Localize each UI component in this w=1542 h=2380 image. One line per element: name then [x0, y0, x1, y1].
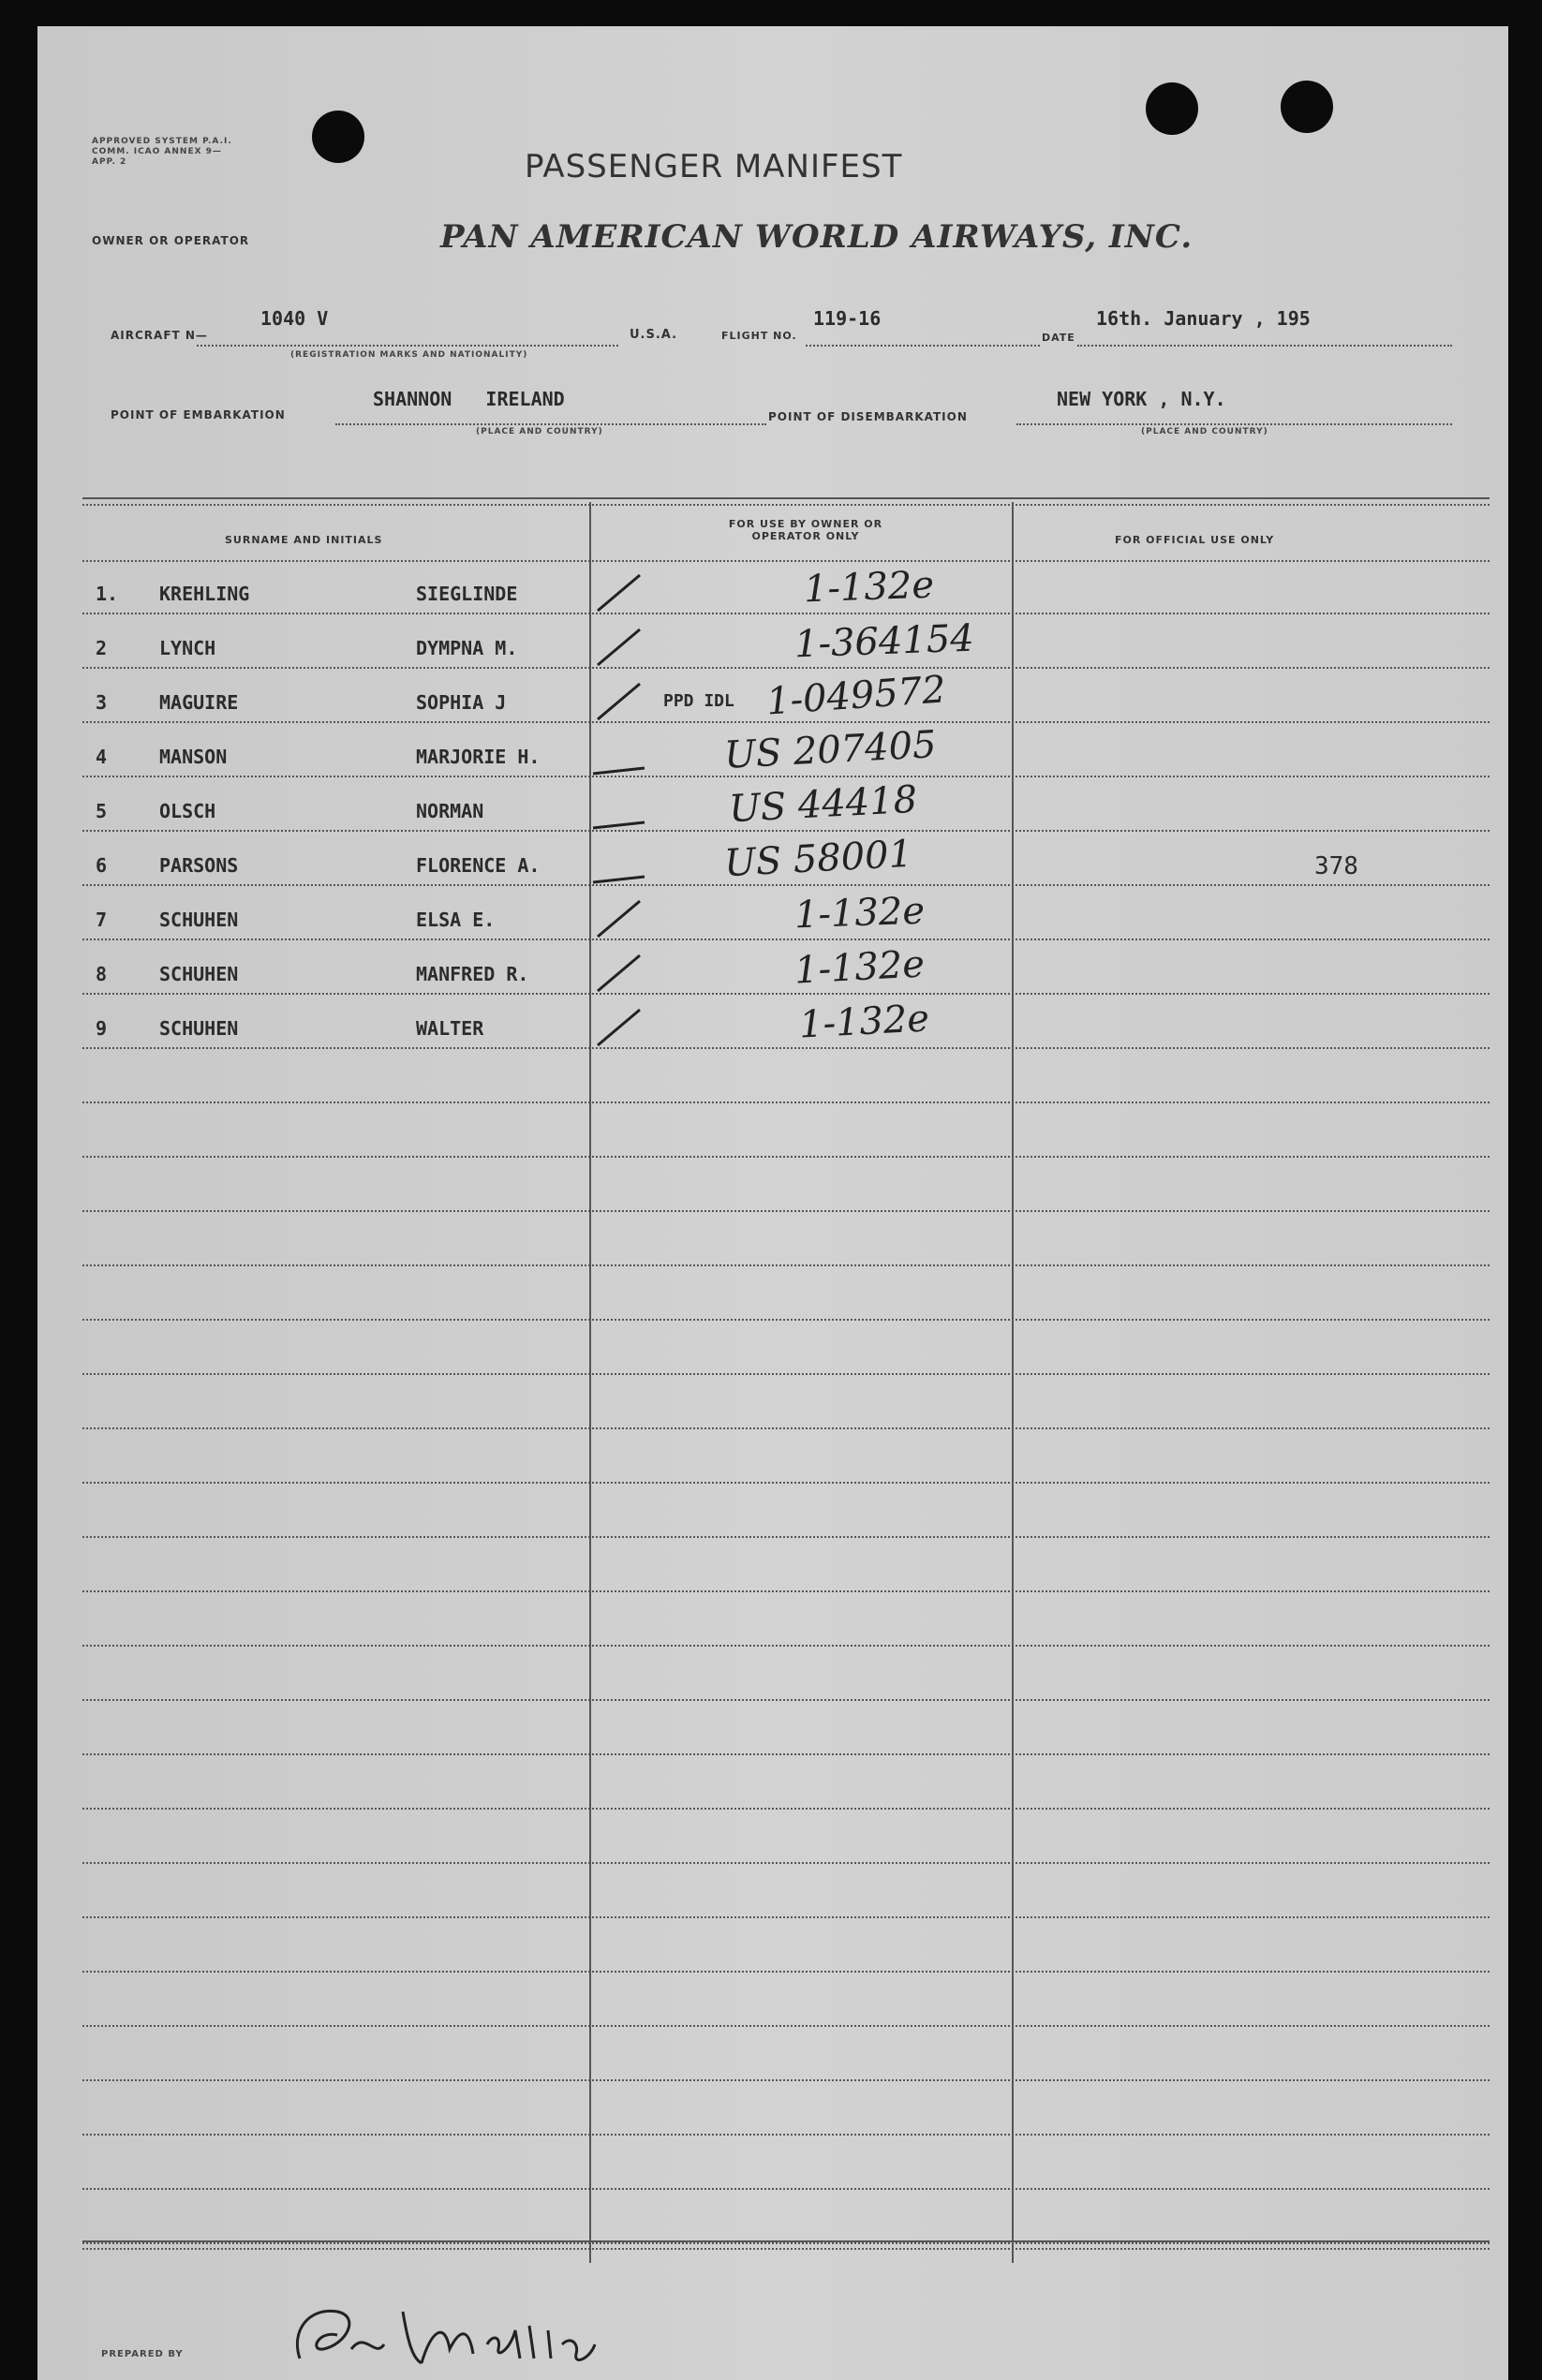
- manifest-sheet: [37, 26, 1508, 2380]
- passenger-given-names: MANFRED R.: [416, 963, 529, 985]
- row-number: 2: [96, 637, 108, 659]
- operator-reference: 1-364154: [793, 616, 975, 667]
- punch-hole: [1146, 82, 1198, 135]
- blank-row: [82, 1701, 1490, 1755]
- blank-row: [82, 1429, 1490, 1484]
- operator-reference: 1-132e: [793, 942, 927, 993]
- operator-reference: 1-132e: [793, 889, 926, 938]
- column-header-names: SURNAME AND INITIALS: [225, 534, 383, 546]
- flight-number: 119-16: [813, 307, 882, 330]
- blank-row: [82, 1375, 1490, 1429]
- form-title: PASSENGER MANIFEST: [525, 148, 903, 185]
- operator-name: PAN AMERICAN WORLD AIRWAYS, INC.: [440, 218, 1194, 256]
- check-mark-icon: [588, 678, 654, 725]
- prepared-by-label: PREPARED BY: [101, 2349, 184, 2359]
- blank-row: [82, 1103, 1490, 1158]
- check-mark-icon: [588, 895, 654, 942]
- preparer-signature: [281, 2293, 721, 2377]
- passenger-surname: MAGUIRE: [159, 691, 239, 714]
- passenger-surname: SCHUHEN: [159, 963, 239, 985]
- embarkation-label: POINT OF EMBARKATION: [111, 408, 286, 421]
- official-note: 378: [1314, 852, 1358, 880]
- blank-row: [82, 2136, 1490, 2190]
- row-number: 1.: [96, 583, 119, 605]
- aircraft-number: 1040 V: [260, 307, 329, 330]
- passenger-row: [82, 995, 1490, 1049]
- flight-date: 16th. January , 195: [1096, 307, 1311, 330]
- passenger-given-names: MARJORIE H.: [416, 746, 541, 768]
- blank-row: [82, 1973, 1490, 2027]
- passenger-given-names: ELSA E.: [416, 909, 496, 931]
- row-number: 6: [96, 854, 108, 877]
- punch-hole: [312, 111, 364, 163]
- passenger-given-names: WALTER: [416, 1017, 484, 1040]
- check-mark-icon: [588, 841, 654, 888]
- embarkation-place: SHANNON IRELAND: [373, 388, 565, 410]
- column-header-operator: FOR USE BY OWNER OR OPERATOR ONLY: [728, 518, 883, 542]
- blank-row: [82, 1266, 1490, 1321]
- passenger-given-names: NORMAN: [416, 800, 484, 822]
- passenger-surname: SCHUHEN: [159, 909, 239, 931]
- operator-reference: US 58001: [722, 832, 914, 886]
- row-number: 9: [96, 1017, 108, 1040]
- blank-row: [82, 1592, 1490, 1647]
- blank-row: [82, 1158, 1490, 1212]
- usa-label: U.S.A.: [630, 328, 678, 342]
- blank-row: [82, 1212, 1490, 1266]
- passenger-row: [82, 723, 1490, 777]
- check-mark-icon: [588, 950, 654, 997]
- passenger-surname: KREHLING: [159, 583, 250, 605]
- blank-row: [82, 1647, 1490, 1701]
- passenger-surname: MANSON: [159, 746, 228, 768]
- passenger-given-names: FLORENCE A.: [416, 854, 541, 877]
- row-number: 4: [96, 746, 108, 768]
- operator-reference: US 207405: [722, 723, 938, 777]
- check-mark-icon: [588, 624, 654, 671]
- check-mark-icon: [588, 732, 654, 779]
- check-mark-icon: [588, 1004, 654, 1051]
- passenger-row: [82, 560, 1490, 614]
- aircraft-caption: (REGISTRATION MARKS AND NATIONALITY): [290, 350, 528, 360]
- passenger-surname: LYNCH: [159, 637, 216, 659]
- row-number: 3: [96, 691, 108, 714]
- passenger-surname: OLSCH: [159, 800, 216, 822]
- blank-row: [82, 1484, 1490, 1538]
- blank-row: [82, 2190, 1490, 2244]
- blank-row: [82, 2081, 1490, 2136]
- operator-reference: 1-132e: [797, 997, 931, 1047]
- disembarkation-place: NEW YORK , N.Y.: [1057, 388, 1226, 410]
- date-label: DATE: [1042, 332, 1075, 344]
- passenger-row: [82, 777, 1490, 832]
- blank-row: [82, 1918, 1490, 1973]
- passenger-surname: PARSONS: [159, 854, 239, 877]
- row-number: 7: [96, 909, 108, 931]
- disembarkation-label: POINT OF DISEMBARKATION: [768, 410, 968, 423]
- check-mark-icon: [588, 569, 654, 616]
- punch-hole: [1281, 81, 1333, 133]
- check-mark-icon: [588, 787, 654, 834]
- blank-row: [82, 1321, 1490, 1375]
- passenger-row: [82, 614, 1490, 669]
- owner-label: OWNER OR OPERATOR: [92, 234, 250, 247]
- blank-row: [82, 2027, 1490, 2081]
- passenger-given-names: DYMPNA M.: [416, 637, 518, 659]
- embarkation-caption: (PLACE AND COUNTRY): [476, 427, 603, 436]
- blank-row: [82, 1755, 1490, 1810]
- blank-row: [82, 1810, 1490, 1864]
- column-header-official: FOR OFFICIAL USE ONLY: [1115, 534, 1275, 546]
- row-number: 8: [96, 963, 108, 985]
- row-number: 5: [96, 800, 108, 822]
- operator-reference: 1-132e: [803, 563, 935, 612]
- approval-note: APPROVED SYSTEM P.A.I. COMM. ICAO ANNEX 9—APP. 2: [92, 137, 232, 167]
- passenger-surname: SCHUHEN: [159, 1017, 239, 1040]
- operator-reference: 1-049572: [764, 668, 948, 724]
- aircraft-label: AIRCRAFT N—: [111, 329, 208, 342]
- blank-row: [82, 1538, 1490, 1592]
- blank-row: [82, 1864, 1490, 1918]
- operator-prefix: PPD IDL: [663, 691, 734, 711]
- passenger-given-names: SOPHIA J: [416, 691, 507, 714]
- disembarkation-caption: (PLACE AND COUNTRY): [1141, 427, 1268, 436]
- passenger-row: [82, 940, 1490, 995]
- passenger-row: [82, 669, 1490, 723]
- passenger-row: [82, 832, 1490, 886]
- blank-row: [82, 1049, 1490, 1103]
- passenger-given-names: SIEGLINDE: [416, 583, 518, 605]
- operator-reference: US 44418: [727, 777, 919, 832]
- flight-label: FLIGHT NO.: [721, 330, 797, 342]
- passenger-row: [82, 886, 1490, 940]
